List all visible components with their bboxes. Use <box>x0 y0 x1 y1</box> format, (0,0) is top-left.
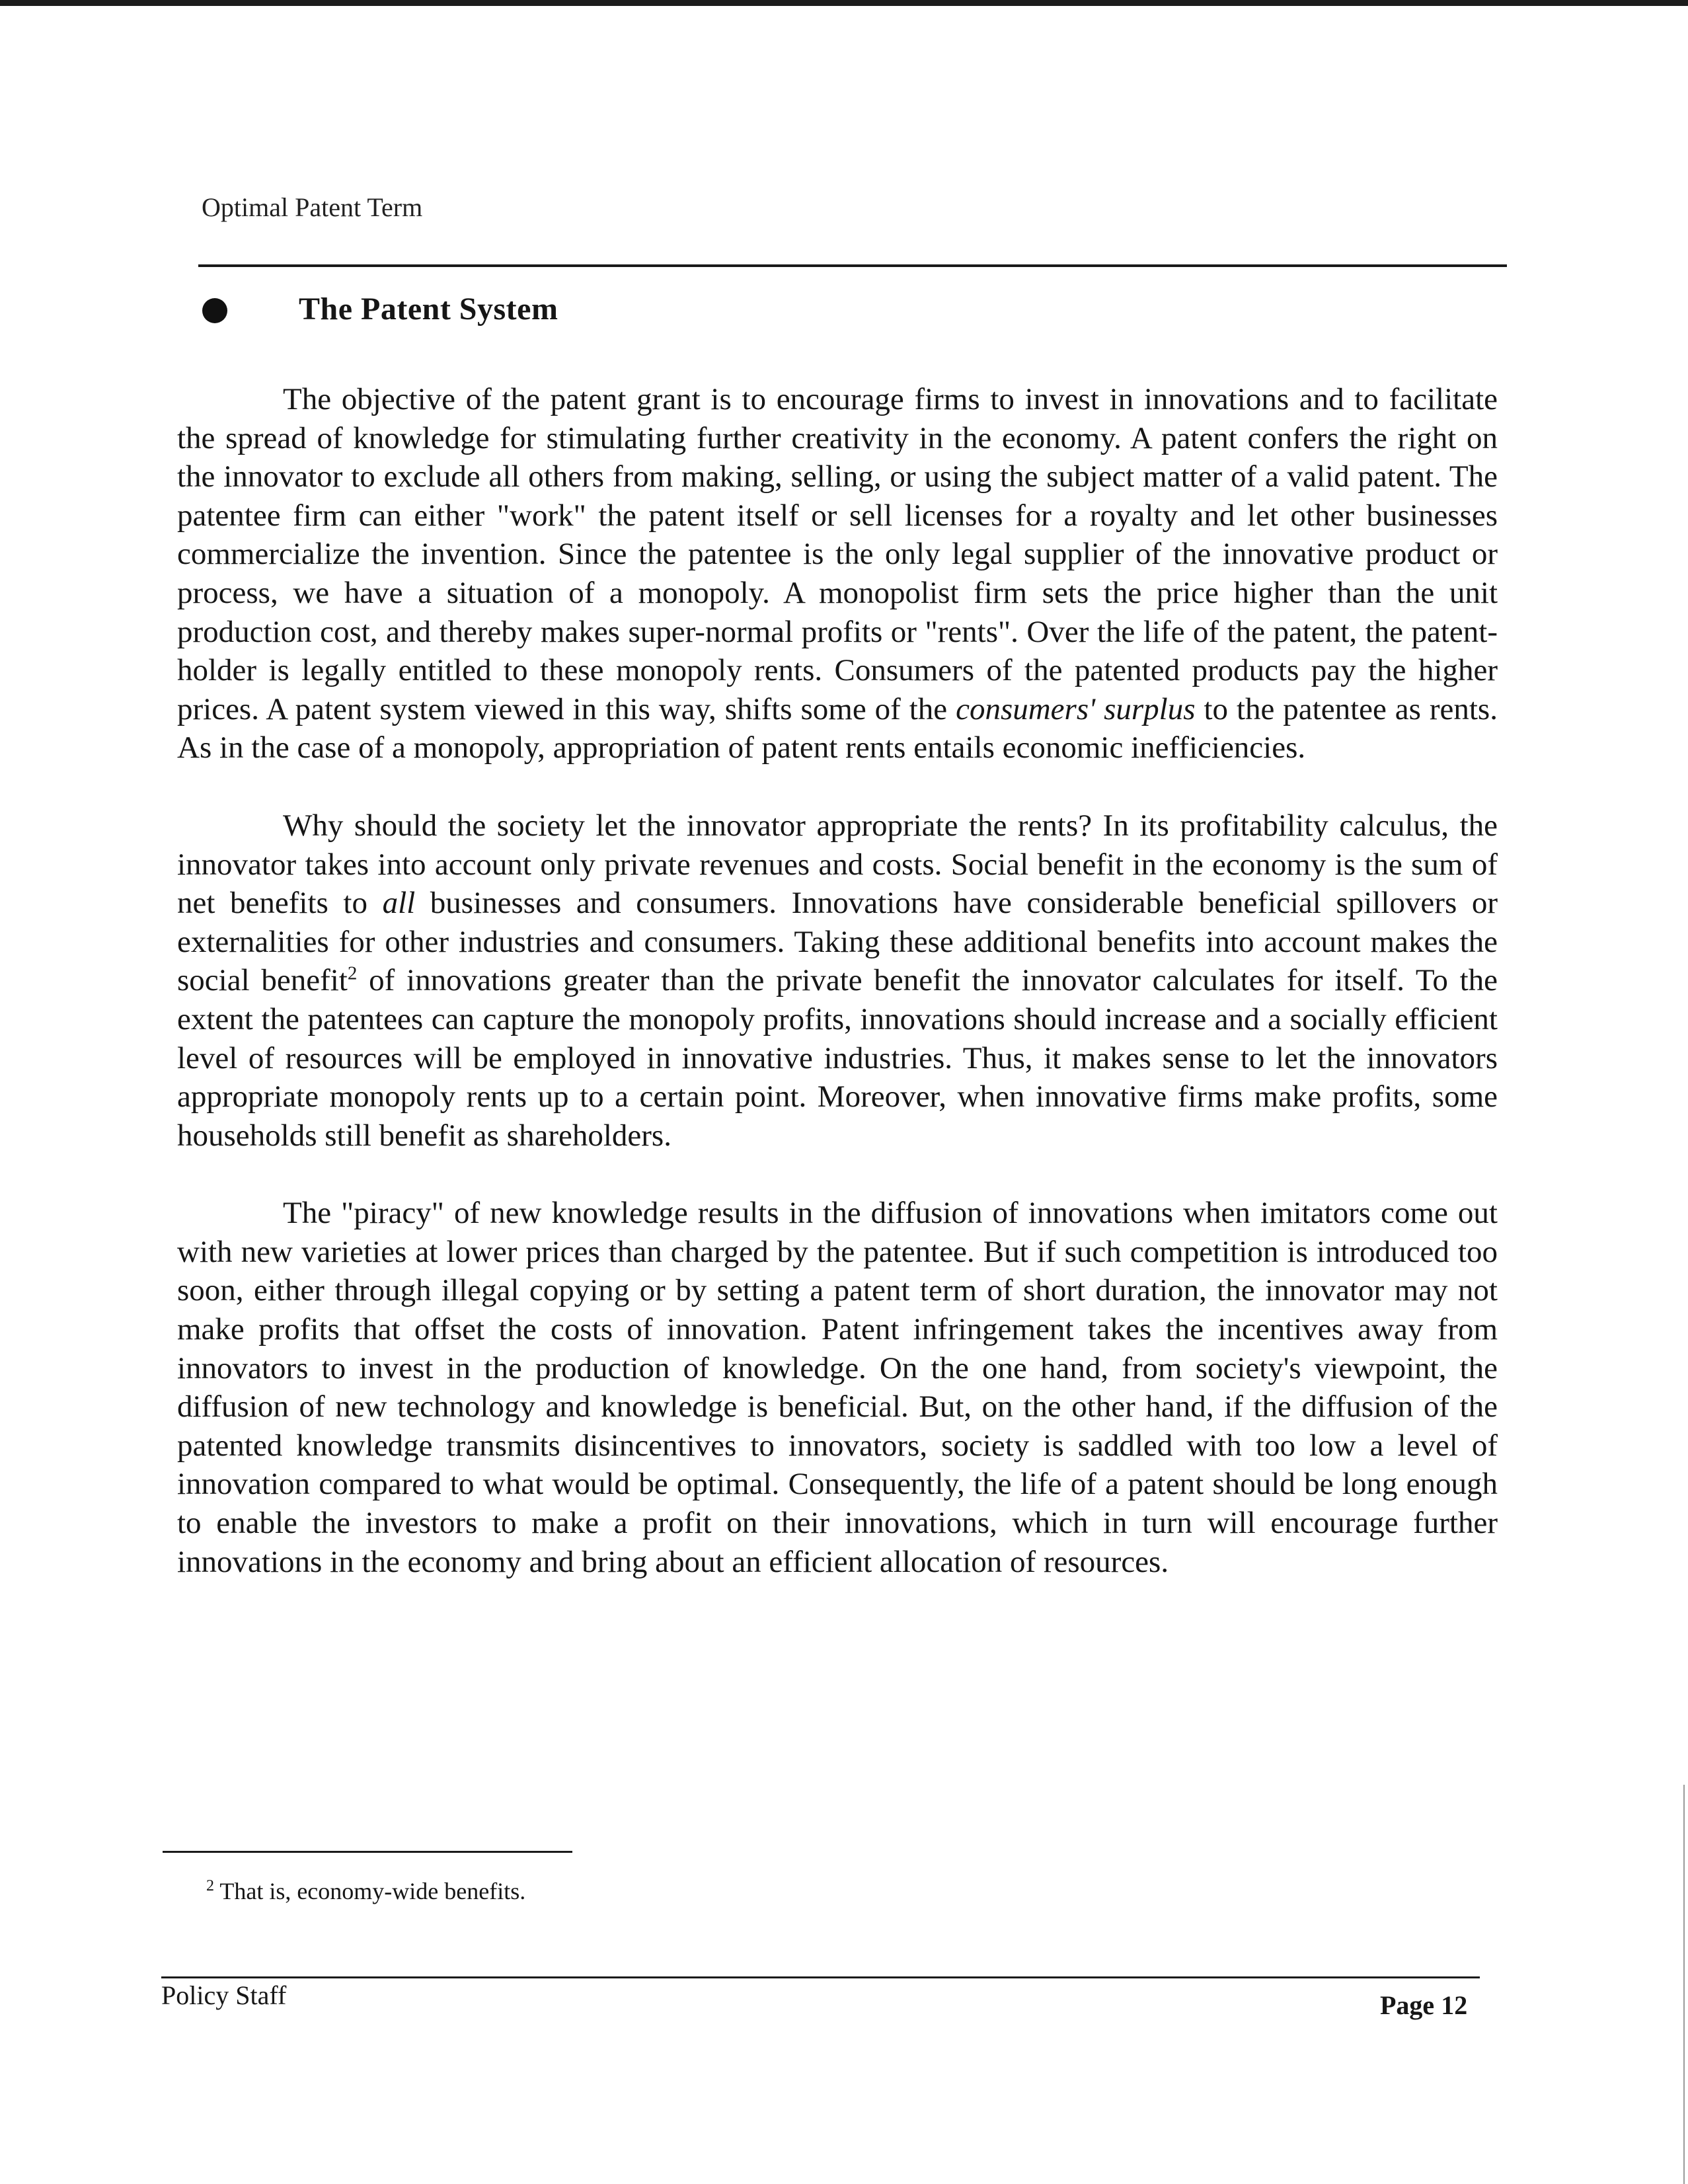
paragraph-2 <box>177 806 1498 1155</box>
page-number: Page 12 <box>1380 1990 1468 2020</box>
paragraph-text: Why should the society let the innovator appropriate the rents? In its profitability calculus, the innovator takes into account only private revenues and costs. Social benefit in the economy is the sum of net benefits to <box>177 808 1498 921</box>
scan-top-edge <box>0 0 1688 6</box>
paragraph-3 <box>177 1194 1498 1581</box>
section-title: The Patent System <box>299 292 558 327</box>
emphasis-all: all <box>382 886 416 921</box>
body-text <box>177 380 1498 1620</box>
footnote-marker: 2 <box>206 1877 214 1894</box>
footnote <box>206 1877 525 1905</box>
footer-rule <box>161 1976 1480 1978</box>
footnote-rule <box>163 1851 572 1853</box>
paragraph-text: to the patentee as rents. As in the case of a monopoly, appropriation of patent rents entails economic inefficiencies. <box>177 691 1498 765</box>
bullet-icon <box>202 298 227 323</box>
paragraph-1 <box>177 380 1498 767</box>
paragraph-text: The "piracy" of new knowledge results in the diffusion of innovations when imitators come out with new varieties at lower prices than charged by the patentee. But if such competition is introduced too soon, either through illegal copying or by setting a patent term of short duration, the innovator may not make profits that offset the costs of innovation. Patent infringement takes the incentives away from innovators to invest in the production of knowledge. On the one hand, from society's viewpoint, the diffusion of new technology and knowledge is beneficial. But, on the other hand, if the diffusion of the patented knowledge transmits disincentives to innovators, society is saddled with too low a level of innovation compared to what would be optimal. Consequently, the life of a patent should be long enough to enable the investors to make a profit on their innovations, which in turn will encourage further innovations in the economy and bring about an efficient allocation of resources. <box>177 1196 1498 1579</box>
paragraph-text: of innovations greater than the private benefit the innovator calculates for itself. To the extent the patentees can capture the monopoly profits, innovations should increase and a socially efficient level of resources will be employed in innovative industries. Thus, it makes sense to let the innovators appropriate monopoly rents up to a certain point. Moreover, when innovative firms make profits, some households still benefit as shareholders. <box>177 963 1498 1153</box>
footnote-reference: 2 <box>347 962 358 984</box>
paragraph-text: businesses and consumers. Innovations have considerable beneficial spillovers or externalities for other industries and consumers. Taking these additional benefits into account makes the social benefit <box>177 886 1498 998</box>
paragraph-text: The objective of the patent grant is to encourage firms to invest in innovations and to facilitate the spread of knowledge for stimulating further creativity in the economy. A patent confers the right on the innovator to exclude all others from making, selling, or using the subject matter of a valid patent. The patentee firm can either "work" the patent itself or sell licenses for a royalty and let other businesses commercialize the invention. Since the patentee is the only legal supplier of the innovative product or process, we have a situation of a monopoly. A monopolist firm sets the price higher than the unit production cost, and thereby makes super-normal profits or "rents". Over the life of the patent, the patent-holder is legally entitled to these monopoly rents. Consumers of the patented products pay the higher prices. A patent system viewed in this way, shifts some of the <box>177 382 1498 726</box>
footer-organization: Policy Staff <box>161 1980 287 2010</box>
footnote-text: That is, economy-wide benefits. <box>214 1878 526 1904</box>
emphasis-consumers-surplus: consumers' surplus <box>956 691 1196 726</box>
header-rule <box>198 264 1507 267</box>
scan-right-edge <box>1683 1785 1685 2184</box>
running-header: Optimal Patent Term <box>202 192 423 222</box>
